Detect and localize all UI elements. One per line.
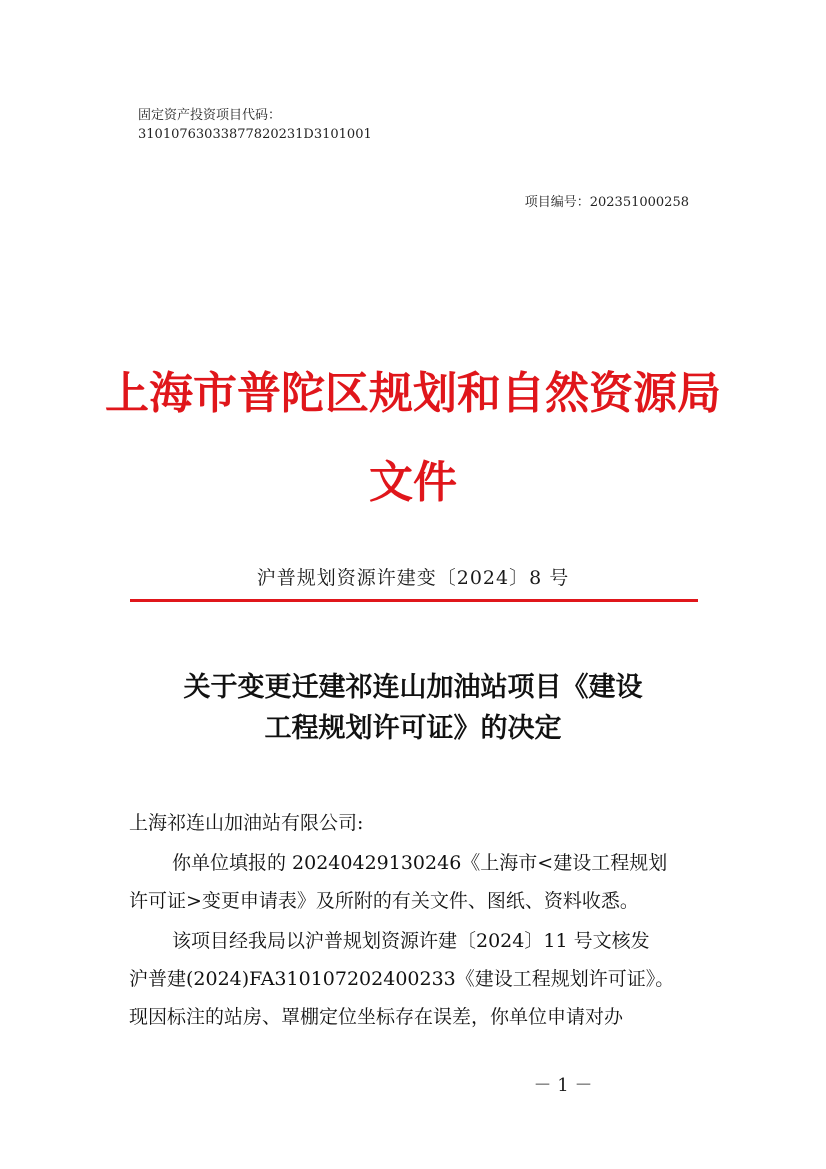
- document-title-line-2: 工程规划许可证》的决定: [264, 713, 562, 744]
- red-divider-line: [130, 599, 698, 602]
- issuing-agency-file-label: 文件: [369, 457, 457, 508]
- page-number: － 1 －: [533, 1075, 593, 1096]
- investment-code-label: 固定资产投资项目代码：: [138, 108, 282, 123]
- addressee: 上海祁连山加油站有限公司:: [129, 812, 364, 834]
- document-title-line-1: 关于变更迁建祁连山加油站项目《建设: [183, 672, 643, 703]
- paragraph-1-line: 你单位填报的 20240429130246《上海市<建设工程规划: [172, 852, 668, 874]
- project-number: 项目编号：202351000258: [524, 195, 689, 210]
- paragraph-2-line: 沪普建(2024)FA310107202400233《建设工程规划许可证》。: [129, 968, 675, 990]
- issuing-agency-name: 上海市普陀区规划和自然资源局: [105, 368, 721, 419]
- document-number: 沪普规划资源许建变〔2024〕8 号: [256, 567, 570, 589]
- paragraph-1-line: 许可证>变更申请表》及所附的有关文件、图纸、资料收悉。: [129, 890, 639, 912]
- paragraph-2-line: 该项目经我局以沪普规划资源许建〔2024〕11 号文核发: [172, 930, 650, 952]
- paragraph-2-line: 现因标注的站房、罩棚定位坐标存在误差，你单位申请对办: [129, 1006, 624, 1028]
- investment-code-value: 31010763033877820231D3101001: [138, 127, 372, 142]
